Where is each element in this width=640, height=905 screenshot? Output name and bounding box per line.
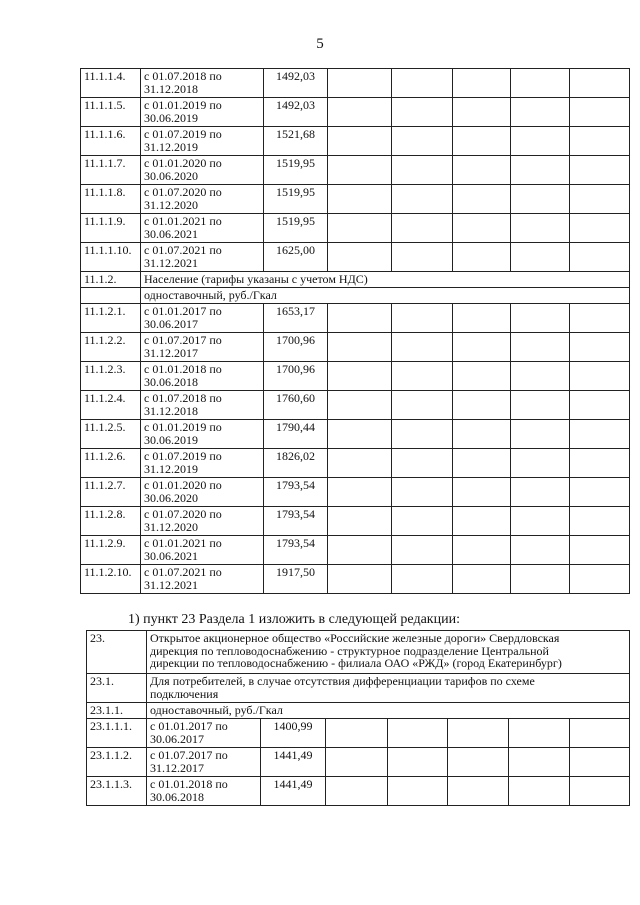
- item-code-cell: 11.1.1.6.: [81, 127, 141, 156]
- item-code-cell: 11.1.2.9.: [81, 536, 141, 565]
- empty-cell: [509, 777, 570, 806]
- tariff-value-cell: 1653,17: [264, 304, 328, 333]
- empty-cell: [570, 127, 630, 156]
- tariff-value-cell: 1793,54: [264, 478, 328, 507]
- tariff-value-cell: 1793,54: [264, 507, 328, 536]
- empty-cell: [511, 333, 570, 362]
- tariff-value-cell: 1521,68: [264, 127, 328, 156]
- period-cell: [141, 214, 264, 243]
- tariff-value-cell: 1790,44: [264, 420, 328, 449]
- item-code-cell: 11.1.1.5.: [81, 98, 141, 127]
- text-line: с 01.01.2017 по: [144, 304, 222, 318]
- tariff-row: [87, 777, 630, 806]
- tariff-value-cell: 1519,95: [264, 214, 328, 243]
- text-line: с 01.07.2018 по: [144, 69, 222, 83]
- empty-cell: [453, 362, 511, 391]
- empty-cell: [392, 449, 453, 478]
- text-line: 31.12.2017: [144, 345, 198, 360]
- item-code-cell: 11.1.2.: [81, 272, 141, 288]
- item-code-cell: 11.1.1.10.: [81, 243, 141, 272]
- empty-cell: [511, 243, 570, 272]
- tariff-value-cell: 1492,03: [264, 98, 328, 127]
- page-number: 5: [316, 36, 324, 52]
- section-heading-row: [81, 288, 630, 304]
- item-code-cell: 11.1.1.8.: [81, 185, 141, 214]
- tariff-row: [81, 98, 630, 127]
- empty-cell: [328, 98, 392, 127]
- empty-cell: [570, 391, 630, 420]
- text-line: 31.12.2019: [144, 139, 198, 154]
- empty-cell: [511, 536, 570, 565]
- item-code-cell: [81, 288, 141, 304]
- empty-cell: [511, 449, 570, 478]
- empty-cell: [328, 565, 392, 594]
- item-code-cell: 11.1.1.4.: [81, 69, 141, 98]
- empty-cell: [570, 748, 630, 777]
- section-heading-row: [87, 703, 630, 719]
- empty-cell: [570, 478, 630, 507]
- empty-cell: [328, 449, 392, 478]
- period-cell: [147, 777, 261, 806]
- empty-cell: [328, 69, 392, 98]
- empty-cell: [328, 156, 392, 185]
- text-line: с 01.01.2020 по: [144, 156, 222, 170]
- item-code-cell: 11.1.2.10.: [81, 565, 141, 594]
- empty-cell: [392, 98, 453, 127]
- amendment-instruction: 1) пункт 23 Раздела 1 изложить в следующей редакции:: [128, 612, 460, 627]
- empty-cell: [392, 536, 453, 565]
- empty-cell: [392, 565, 453, 594]
- period-cell: [141, 333, 264, 362]
- empty-cell: [570, 156, 630, 185]
- empty-cell: [328, 214, 392, 243]
- text-line: Население (тарифы указаны с учетом НДС): [144, 272, 368, 286]
- text-line: 30.06.2021: [144, 226, 198, 241]
- text-line: с 01.01.2019 по: [144, 98, 222, 112]
- empty-cell: [453, 185, 511, 214]
- text-line: 31.12.2018: [144, 403, 198, 418]
- empty-cell: [453, 536, 511, 565]
- empty-cell: [511, 98, 570, 127]
- text-line: 30.06.2018: [144, 374, 198, 389]
- tariff-row: [81, 69, 630, 98]
- period-cell: [147, 748, 261, 777]
- heading-text-cell: [147, 674, 630, 703]
- tariff-value-cell: 1917,50: [264, 565, 328, 594]
- empty-cell: [453, 243, 511, 272]
- period-cell: [141, 69, 264, 98]
- empty-cell: [511, 362, 570, 391]
- empty-cell: [392, 507, 453, 536]
- empty-cell: [453, 127, 511, 156]
- tariff-value-cell: 1760,60: [264, 391, 328, 420]
- text-line: 30.06.2019: [144, 432, 198, 447]
- item-code-cell: 23.: [87, 631, 147, 674]
- text-line: с 01.07.2019 по: [144, 449, 222, 463]
- text-line: 30.06.2020: [144, 490, 198, 505]
- empty-cell: [328, 127, 392, 156]
- empty-cell: [328, 536, 392, 565]
- tariff-value-cell: 1492,03: [264, 69, 328, 98]
- empty-cell: [570, 333, 630, 362]
- item-code-cell: 11.1.1.7.: [81, 156, 141, 185]
- period-cell: [141, 536, 264, 565]
- item-code-cell: 11.1.2.2.: [81, 333, 141, 362]
- tariff-row: [81, 243, 630, 272]
- empty-cell: [511, 127, 570, 156]
- empty-cell: [453, 420, 511, 449]
- item-code-cell: 23.1.1.3.: [87, 777, 147, 806]
- empty-cell: [448, 777, 509, 806]
- period-cell: [141, 449, 264, 478]
- empty-cell: [570, 214, 630, 243]
- tariff-table-section-23: [86, 630, 630, 806]
- empty-cell: [392, 243, 453, 272]
- text-line: с 01.07.2017 по: [150, 748, 228, 762]
- empty-cell: [570, 69, 630, 98]
- text-line: Открытое акционерное общество «Российские железные дороги» Свердловская: [150, 631, 560, 645]
- tariff-value-cell: 1400,99: [261, 719, 326, 748]
- period-cell: [141, 156, 264, 185]
- empty-cell: [453, 449, 511, 478]
- item-code-cell: 11.1.2.6.: [81, 449, 141, 478]
- text-line: 30.06.2017: [150, 731, 204, 746]
- item-code-cell: 23.1.1.2.: [87, 748, 147, 777]
- item-code-cell: 23.1.1.1.: [87, 719, 147, 748]
- empty-cell: [392, 214, 453, 243]
- item-code-cell: 11.1.2.4.: [81, 391, 141, 420]
- period-cell: [141, 243, 264, 272]
- tariff-value-cell: 1625,00: [264, 243, 328, 272]
- tariff-row: [81, 333, 630, 362]
- text-line: с 01.07.2017 по: [144, 333, 222, 347]
- empty-cell: [570, 98, 630, 127]
- empty-cell: [570, 185, 630, 214]
- text-line: с 01.07.2018 по: [144, 391, 222, 405]
- empty-cell: [511, 420, 570, 449]
- heading-text-cell: [147, 631, 630, 674]
- text-line: 31.12.2021: [144, 255, 198, 270]
- period-cell: [141, 98, 264, 127]
- text-line: с 01.01.2021 по: [144, 536, 222, 550]
- text-line: дирекция по тепловодоснабжению - структурное подразделение Центральной: [150, 643, 549, 658]
- text-line: с 01.07.2019 по: [144, 127, 222, 141]
- tariff-row: [81, 185, 630, 214]
- text-line: 31.12.2018: [144, 81, 198, 96]
- empty-cell: [570, 420, 630, 449]
- empty-cell: [570, 243, 630, 272]
- text-line: 30.06.2020: [144, 168, 198, 183]
- tariff-value-cell: 1519,95: [264, 185, 328, 214]
- empty-cell: [570, 536, 630, 565]
- text-line: одноставочный, руб./Гкал: [150, 703, 283, 717]
- empty-cell: [388, 777, 448, 806]
- empty-cell: [570, 507, 630, 536]
- tariff-value-cell: 1441,49: [261, 748, 326, 777]
- text-line: дирекции по тепловодоснабжению - филиала ОАО «РЖД» (город Екатеринбург): [150, 656, 562, 670]
- empty-cell: [511, 214, 570, 243]
- empty-cell: [570, 719, 630, 748]
- empty-cell: [392, 362, 453, 391]
- empty-cell: [453, 333, 511, 362]
- text-line: с 01.07.2020 по: [144, 185, 222, 199]
- text-line: с 01.07.2021 по: [144, 565, 222, 579]
- empty-cell: [511, 565, 570, 594]
- empty-cell: [453, 304, 511, 333]
- tariff-row: [81, 507, 630, 536]
- tariff-row: [81, 565, 630, 594]
- empty-cell: [392, 333, 453, 362]
- empty-cell: [448, 748, 509, 777]
- tariff-row: [87, 719, 630, 748]
- period-cell: [141, 420, 264, 449]
- heading-text-cell: [141, 272, 630, 288]
- empty-cell: [570, 449, 630, 478]
- text-line: 30.06.2021: [144, 548, 198, 563]
- empty-cell: [326, 748, 388, 777]
- empty-cell: [328, 304, 392, 333]
- empty-cell: [509, 719, 570, 748]
- text-line: с 01.01.2018 по: [150, 777, 228, 791]
- empty-cell: [392, 420, 453, 449]
- text-line: Для потребителей, в случае отсутствия дифференциации тарифов по схеме: [150, 674, 535, 688]
- tariff-row: [87, 748, 630, 777]
- text-line: с 01.01.2019 по: [144, 420, 222, 434]
- section-heading-row: [81, 272, 630, 288]
- empty-cell: [511, 391, 570, 420]
- empty-cell: [328, 362, 392, 391]
- empty-cell: [328, 478, 392, 507]
- empty-cell: [392, 304, 453, 333]
- period-cell: [141, 391, 264, 420]
- tariff-value-cell: 1700,96: [264, 362, 328, 391]
- period-cell: [141, 507, 264, 536]
- tariff-value-cell: 1826,02: [264, 449, 328, 478]
- tariff-value-cell: 1793,54: [264, 536, 328, 565]
- empty-cell: [392, 478, 453, 507]
- empty-cell: [448, 719, 509, 748]
- tariff-row: [81, 391, 630, 420]
- tariff-value-cell: 1700,96: [264, 333, 328, 362]
- tariff-row: [81, 214, 630, 243]
- empty-cell: [328, 391, 392, 420]
- text-line: с 01.01.2021 по: [144, 214, 222, 228]
- empty-cell: [326, 777, 388, 806]
- empty-cell: [392, 391, 453, 420]
- empty-cell: [511, 304, 570, 333]
- item-code-cell: 11.1.2.7.: [81, 478, 141, 507]
- empty-cell: [388, 748, 448, 777]
- empty-cell: [392, 156, 453, 185]
- empty-cell: [328, 420, 392, 449]
- text-line: 31.12.2019: [144, 461, 198, 476]
- empty-cell: [570, 362, 630, 391]
- empty-cell: [453, 478, 511, 507]
- empty-cell: [328, 243, 392, 272]
- tariff-row: [81, 362, 630, 391]
- item-code-cell: 23.1.1.: [87, 703, 147, 719]
- empty-cell: [388, 719, 448, 748]
- tariff-value-cell: 1441,49: [261, 777, 326, 806]
- empty-cell: [511, 185, 570, 214]
- empty-cell: [509, 748, 570, 777]
- period-cell: [141, 362, 264, 391]
- empty-cell: [511, 69, 570, 98]
- empty-cell: [328, 333, 392, 362]
- empty-cell: [392, 185, 453, 214]
- empty-cell: [453, 507, 511, 536]
- item-code-cell: 23.1.: [87, 674, 147, 703]
- empty-cell: [453, 156, 511, 185]
- period-cell: [147, 719, 261, 748]
- text-line: 30.06.2018: [150, 789, 204, 804]
- period-cell: [141, 127, 264, 156]
- empty-cell: [570, 777, 630, 806]
- item-code-cell: 11.1.2.5.: [81, 420, 141, 449]
- text-line: с 01.07.2020 по: [144, 507, 222, 521]
- section-heading-row: [87, 631, 630, 674]
- item-code-cell: 11.1.1.9.: [81, 214, 141, 243]
- section-heading-row: [87, 674, 630, 703]
- empty-cell: [392, 127, 453, 156]
- empty-cell: [570, 304, 630, 333]
- text-line: 31.12.2020: [144, 197, 198, 212]
- text-line: 31.12.2020: [144, 519, 198, 534]
- text-line: одноставочный, руб./Гкал: [144, 288, 277, 302]
- heading-text-cell: [141, 288, 630, 304]
- empty-cell: [511, 507, 570, 536]
- tariff-row: [81, 449, 630, 478]
- item-code-cell: 11.1.2.3.: [81, 362, 141, 391]
- empty-cell: [570, 565, 630, 594]
- empty-cell: [392, 69, 453, 98]
- period-cell: [141, 185, 264, 214]
- tariff-row: [81, 536, 630, 565]
- empty-cell: [511, 478, 570, 507]
- text-line: 31.12.2021: [144, 577, 198, 592]
- empty-cell: [453, 98, 511, 127]
- tariff-row: [81, 420, 630, 449]
- text-line: подключения: [150, 686, 219, 701]
- empty-cell: [453, 565, 511, 594]
- tariff-row: [81, 478, 630, 507]
- empty-cell: [511, 156, 570, 185]
- period-cell: [141, 304, 264, 333]
- empty-cell: [453, 69, 511, 98]
- empty-cell: [328, 507, 392, 536]
- text-line: 30.06.2019: [144, 110, 198, 125]
- empty-cell: [326, 719, 388, 748]
- tariff-row: [81, 127, 630, 156]
- period-cell: [141, 478, 264, 507]
- text-line: 31.12.2017: [150, 760, 204, 775]
- empty-cell: [328, 185, 392, 214]
- tariff-table-section-11: [80, 68, 630, 594]
- text-line: с 01.01.2018 по: [144, 362, 222, 376]
- tariff-row: [81, 304, 630, 333]
- text-line: с 01.07.2021 по: [144, 243, 222, 257]
- empty-cell: [453, 391, 511, 420]
- text-line: 30.06.2017: [144, 316, 198, 331]
- tariff-row: [81, 156, 630, 185]
- item-code-cell: 11.1.2.8.: [81, 507, 141, 536]
- period-cell: [141, 565, 264, 594]
- tariff-value-cell: 1519,95: [264, 156, 328, 185]
- heading-text-cell: [147, 703, 630, 719]
- text-line: с 01.01.2020 по: [144, 478, 222, 492]
- empty-cell: [453, 214, 511, 243]
- item-code-cell: 11.1.2.1.: [81, 304, 141, 333]
- text-line: с 01.01.2017 по: [150, 719, 228, 733]
